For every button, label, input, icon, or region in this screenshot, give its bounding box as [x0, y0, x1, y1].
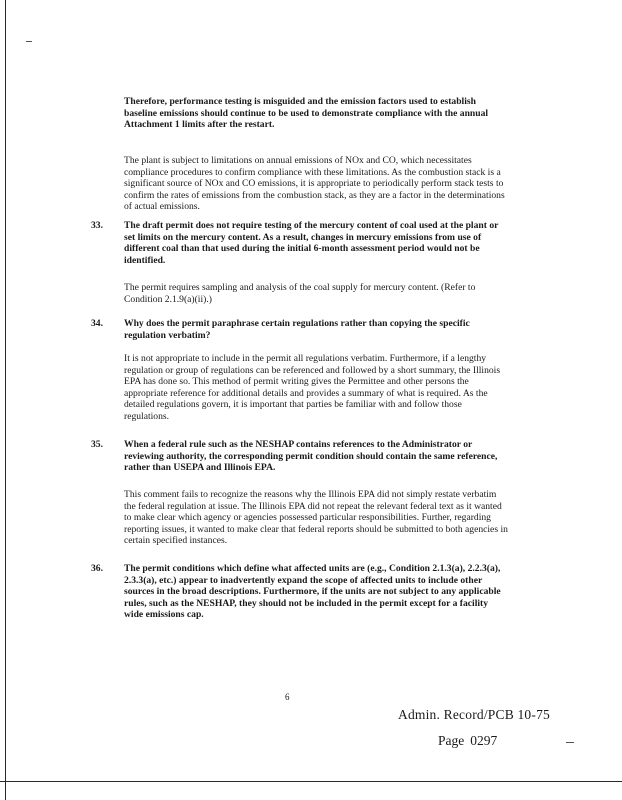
item-34-number: 34. [91, 318, 103, 329]
admin-record-stamp: Admin. Record/PCB 10-75 [398, 707, 550, 722]
scan-mark-right [566, 742, 574, 743]
item-33-comment: The draft permit does not require testing of the mercury content of coal used at the plant or set limits on the mercury content. As a result, changes in mercury emissions from use of different coal than that used during the initial 6-month assessment period would not be identified. [124, 220, 499, 266]
page-number: 6 [285, 692, 290, 702]
intro-comment: Therefore, performance testing is misguided and the emission factors used to establish baseline emissions should continue to be used to demonstrate compliance with the annual Attachment 1 limits after the restart. [124, 96, 489, 131]
item-34-response: It is not appropriate to include in the permit all regulations verbatim. Furthermore, if a lengthy regulation or group of regulations can be referenced and followed by a short summary, the Illinois EPA has done so. This method of permit writing gives the Permittee and other persons the appropriate reference for additional details and provides a summary of what is required. As the detailed regulations govern, it is important that parties be familiar with and follow those regulations. [124, 353, 501, 422]
page-stamp [438, 733, 497, 749]
item-33-number: 33. [91, 220, 103, 231]
item-36-comment: The permit conditions which define what affected units are (e.g., Condition 2.1.3(a), 2.2.3(a), 2.3.3(a), etc.) appear to inadvertently expand the scope of affected units to include other sources in the broad descriptions. Furthermore, if the units are not subject to any applicable rules, such as the NESHAP, they should not be included in the permit except for a facility wide emissions cap. [124, 563, 501, 621]
page-stamp-label: Page [438, 733, 465, 748]
page-stamp-value: 0297 [470, 733, 498, 748]
item-34-comment: Why does the permit paraphrase certain regulations rather than copying the specific regulation verbatim? [124, 318, 470, 341]
intro-response: The plant is subject to limitations on annual emissions of NOx and CO, which necessitates compliance procedures to confirm compliance with these limitations. As the combustion stack is a significant source of NOx and CO emissions, it is appropriate to periodically perform stack tests to confirm the rates of emissions from the combustion stack, as they are a factor in the determinations of actual emissions. [124, 155, 505, 213]
item-36-number: 36. [91, 563, 103, 574]
item-35-comment: When a federal rule such as the NESHAP contains references to the Administrator or reviewing authority, the corresponding permit condition should contain the same reference, rather than USEPA and Illinois EPA. [124, 439, 498, 474]
item-35-number: 35. [91, 439, 103, 450]
scan-mark-left [26, 41, 32, 42]
item-33-response: The permit requires sampling and analysis of the coal supply for mercury content. (Refer to Condition 2.1.9(a)(ii).) [124, 282, 476, 305]
scan-bottom-edge [0, 781, 622, 782]
item-35-response: This comment fails to recognize the reasons why the Illinois EPA did not simply restate verbatim the federal regulation at issue. The Illinois EPA did not repeat the relevant federal text as it wanted to make clear which agency or agencies possessed particular responsibilities. Further, regarding reporting issues, it wanted to make clear that federal reports should be submitted to both agencies in certain specified instances. [124, 489, 508, 547]
scan-left-edge [5, 0, 6, 800]
